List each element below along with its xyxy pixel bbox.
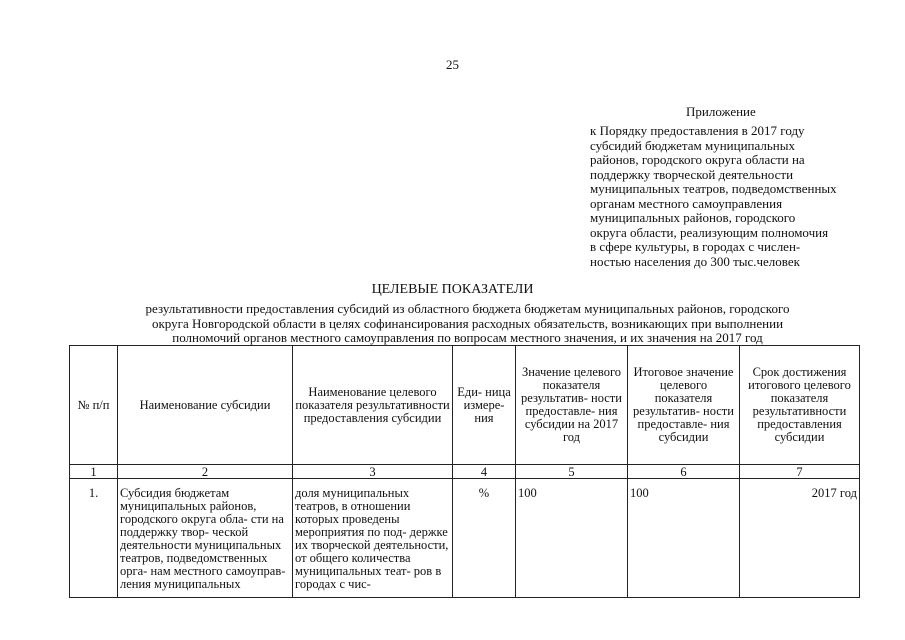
column-number: 3 [293,465,453,479]
column-number: 7 [740,465,860,479]
appendix-line: органам местного самоуправления [590,195,783,211]
appendix-line: ностью населения до 300 тыс.человек [590,253,800,269]
column-number: 1 [70,465,118,479]
unit-cell: % [453,479,516,598]
appendix-line: муниципальных районов, городского [590,210,796,225]
appendix-line: районов, городского округа области на [590,152,805,167]
column-number: 5 [516,465,628,479]
subtitle-line: округа Новгородской области в целях софинансирования расходных обязательств, возникающих при выполнении [151,315,784,331]
column-number: 2 [118,465,293,479]
header-final-value: Итоговое значение целевого показателя результатив- ности предоставле- ния субсидии [628,346,740,465]
document-subtitle [85,302,850,346]
header-number: № п/п [70,346,118,465]
row-number: 1. [70,479,118,598]
document-title: ЦЕЛЕВЫЕ ПОКАЗАТЕЛИ [371,282,534,297]
appendix-body [590,124,890,269]
table-header-row [70,346,860,465]
header-indicator-name: Наименование целевого показателя результативности предоставления субсидии [293,346,453,465]
header-deadline: Срок достижения итогового целевого показателя результативности предоставления субсидии [740,346,860,465]
appendix-title: Приложение [686,104,756,119]
targets-table [69,345,860,598]
deadline-cell: 2017 год [740,479,860,598]
header-target-value: Значение целевого показателя результатив- ности предоставле- ния субсидии на 2017 год [516,346,628,465]
appendix-line: муниципальных театров, подведомственных [590,181,837,196]
column-number-row [70,465,860,479]
appendix-line: к Порядку предоставления в 2017 году [590,123,805,138]
appendix-line: субсидий бюджетам муниципальных [590,137,795,153]
appendix-line: поддержку творческой деятельности [590,166,794,182]
header-unit: Еди- ница измере- ния [453,346,516,465]
column-number: 4 [453,465,516,479]
page-number: 25 [446,57,459,72]
table-row [70,479,860,598]
indicator-name-cell: доля муниципальных театров, в отношении которых проведены мероприятия по под- держке их творческой деятельности, от общего количества муниципальных теат- ров в городах с чис- [293,479,453,598]
column-number: 6 [628,465,740,479]
header-subsidy-name: Наименование субсидии [118,346,293,465]
final-value-cell: 100 [628,479,740,598]
appendix-line: округа области, реализующим полномочия [590,224,829,240]
subtitle-line: полномочий органов местного самоуправления по вопросам местного значения, и их значения на 2017 год [172,330,763,345]
appendix-line: в сфере культуры, в городах с числен- [590,239,801,254]
subsidy-name-cell: Субсидия бюджетам муниципальных районов, городского округа обла- сти на поддержку твор- ческой деятельности муниципальных театров, подведомственных орга- нам местного самоуправ- ления муниципальных [118,479,293,598]
subtitle-line: результативности предоставления субсидий из областного бюджета бюджетам муниципальных районов, городского [145,301,790,316]
target-value-cell: 100 [516,479,628,598]
